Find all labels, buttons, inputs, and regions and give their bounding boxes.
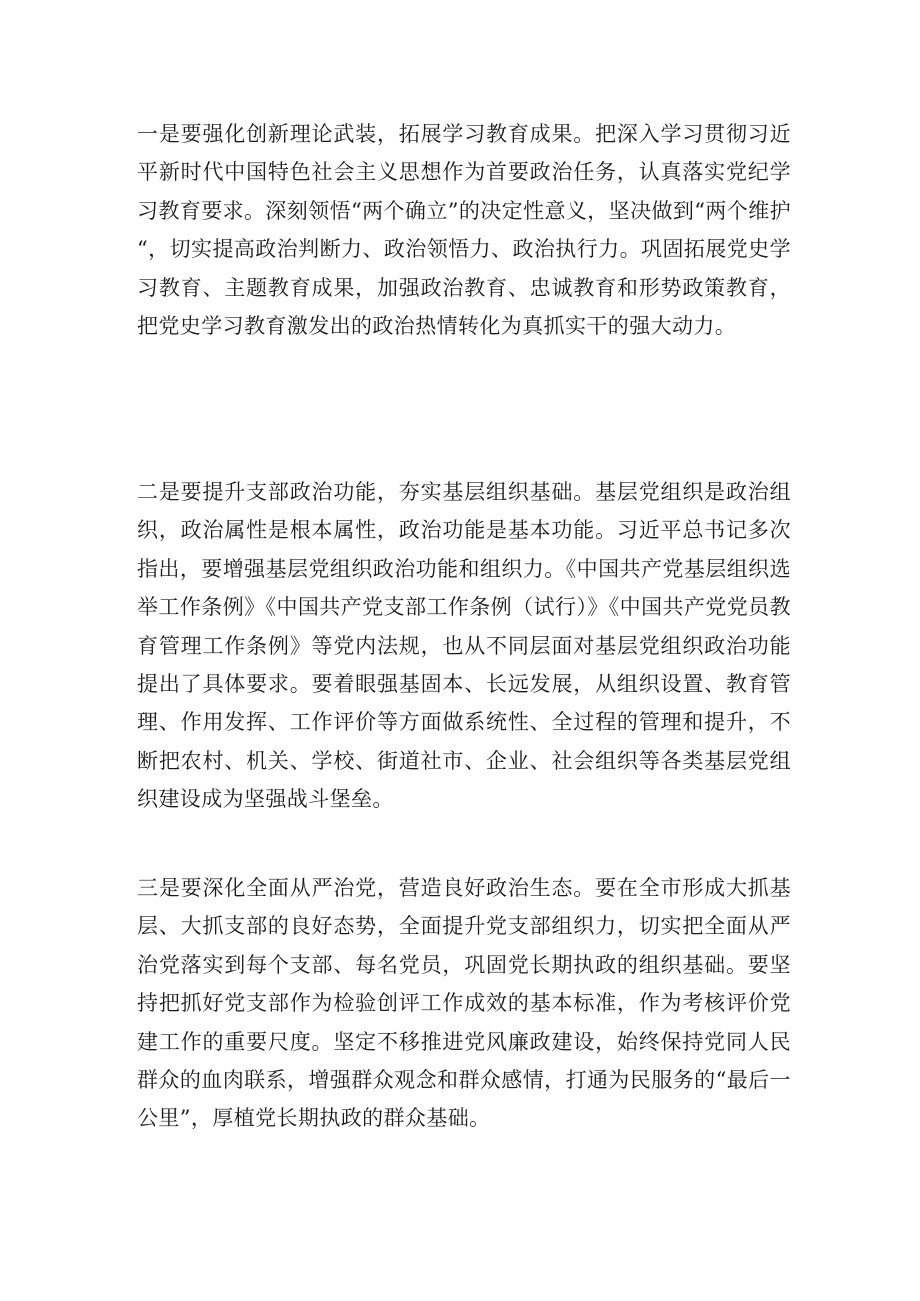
paragraph-3: 三是要深化全面从严治党，营造良好政治生态。要在全市形成大抓基层、大抓支部的良好态势，全面提升党支部组织力，切实把全面从严治党落实到每个支部、每名党员，巩固党长期执政的组织基础。要坚持把抓好党支部作为检验创评工作成效的基本标准，作为考核评价党建工作的重要尺度。坚定不移推进党风廉政建设，始终保持党同人民群众的血肉联系，增强群众观念和群众感情，打通为民服务的“最后一公里”，厚植党长期执政的群众基础。 bbox=[137, 876, 791, 1131]
paragraph-2: 二是要提升支部政治功能，夯实基层组织基础。基层党组织是政治组织，政治属性是根本属性，政治功能是基本功能。习近平总书记多次指出，要增强基层党组织政治功能和组织力。《中国共产党基层组织选举工作条例》《中国共产党支部工作条例（试行）》《中国共产党党员教育管理工作条例》等党内法规，也从不同层面对基层党组织政治功能提出了具体要求。要着眼强基固本、长远发展，从组织设置、教育管理、作用发挥、工作评价等方面做系统性、全过程的管理和提升，不断把农村、机关、学校、街道社市、企业、社会组织等各类基层党组织建设成为坚强战斗堡垒。 bbox=[137, 480, 791, 812]
paragraph-1: 一是要强化创新理论武装，拓展学习教育成果。把深入学习贯彻习近平新时代中国特色社会主义思想作为首要政治任务，认真落实党纪学习教育要求。深刻领悟“两个确立”的决定性意义，坚决做到“两个维护“，切实提高政治判断力、政治领悟力、政治执行力。巩固拓展党史学习教育、主题教育成果，加强政治教育、忠诚教育和形势政策教育，把党史学习教育激发出的政治热情转化为真抓实干的强大动力。 bbox=[137, 122, 792, 339]
